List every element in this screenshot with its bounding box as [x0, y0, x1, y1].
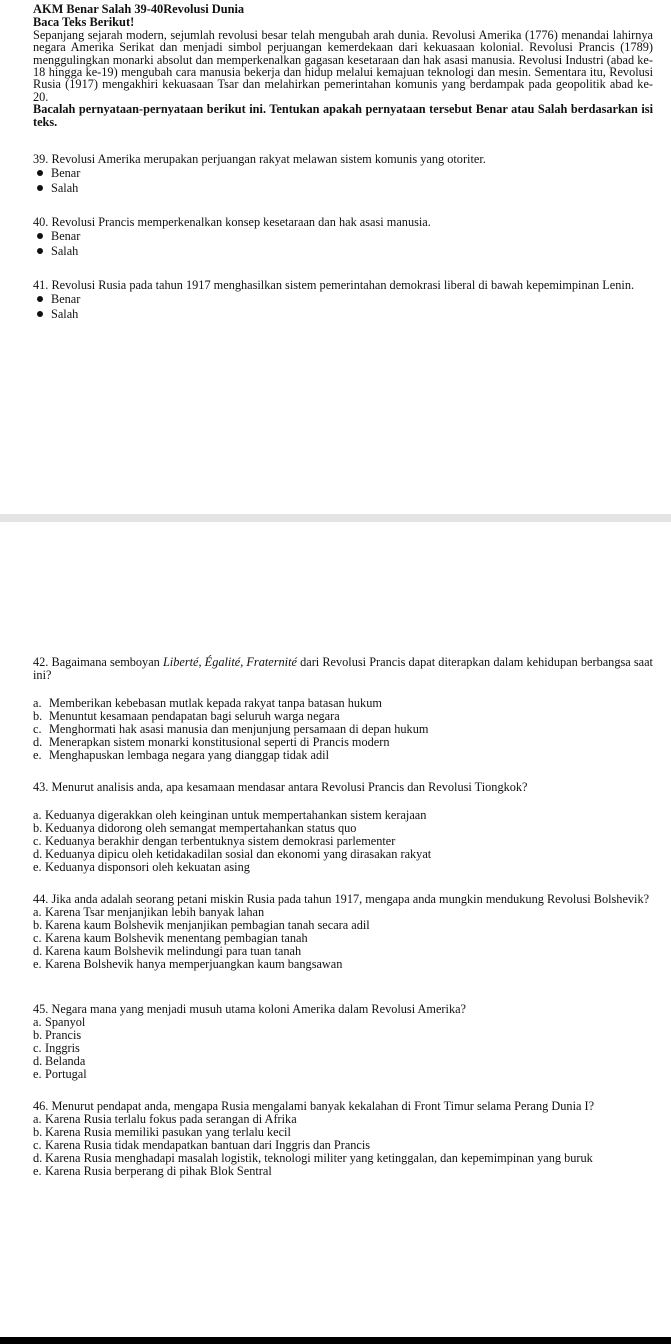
- option-letter: a.: [33, 1112, 42, 1126]
- question-text: 46. Menurut pendapat anda, mengapa Rusia mengalami banyak kekalahan di Front Timur selama Perang Dunia I?: [33, 1099, 595, 1113]
- option-letter: d.: [33, 1151, 43, 1165]
- question-text: 44. Jika anda adalah seorang petani miskin Rusia pada tahun 1917, mengapa anda mungkin mendukung Revolusi Bolshevik?: [33, 892, 650, 906]
- option-letter: e.: [33, 1164, 42, 1178]
- question-39: [33, 153, 653, 196]
- option-label: Benar: [51, 292, 81, 307]
- option-label: Salah: [51, 181, 79, 196]
- answer-options: [33, 292, 653, 322]
- answer-options: [33, 1113, 653, 1178]
- option-text: Karena Rusia terlalu fokus pada serangan di Afrika: [45, 1112, 297, 1126]
- question-text: [33, 656, 653, 682]
- option-letter: a.: [33, 808, 42, 822]
- bullet-icon: [37, 248, 43, 254]
- option-letter: d.: [33, 944, 43, 958]
- bullet-icon: [37, 170, 43, 176]
- option-letter: b.: [33, 709, 43, 723]
- answer-options: [33, 1016, 653, 1081]
- option-letter: e.: [33, 748, 42, 762]
- question-44: [33, 893, 653, 971]
- option-e[interactable]: [33, 1068, 653, 1081]
- option-salah[interactable]: [33, 181, 653, 196]
- motto-text: Liberté, Égalité, Fraternité: [162, 655, 297, 669]
- option-text: Keduanya berakhir dengan terbentuknya sistem demokrasi parlementer: [45, 834, 396, 848]
- option-text: Portugal: [45, 1067, 87, 1081]
- document-page-1: [0, 0, 671, 514]
- option-text: Karena Rusia berperang di pihak Blok Sentral: [45, 1164, 272, 1178]
- option-letter: a.: [33, 905, 42, 919]
- option-text: Karena Rusia tidak mendapatkan bantuan dari Inggris dan Prancis: [45, 1138, 371, 1152]
- option-salah[interactable]: [33, 307, 653, 322]
- option-benar[interactable]: [33, 292, 653, 307]
- option-letter: d.: [33, 847, 43, 861]
- option-text: Prancis: [45, 1028, 82, 1042]
- option-benar[interactable]: [33, 166, 653, 181]
- question-45: [33, 1003, 653, 1081]
- option-e[interactable]: [33, 1165, 653, 1178]
- option-e[interactable]: [33, 749, 653, 762]
- option-text: Menghapuskan lembaga negara yang dianggap tidak adil: [49, 748, 330, 762]
- option-d[interactable]: [33, 1055, 653, 1068]
- question-46: [33, 1100, 653, 1178]
- option-text: Memberikan kebebasan mutlak kepada rakyat tanpa batasan hukum: [49, 696, 382, 710]
- option-e[interactable]: [33, 861, 653, 874]
- option-letter: e.: [33, 957, 42, 971]
- bullet-icon: [37, 233, 43, 239]
- page-separator: [0, 514, 671, 522]
- question-text: 40. Revolusi Prancis memperkenalkan konsep kesetaraan dan hak asasi manusia.: [33, 215, 431, 230]
- page-2-content: [33, 656, 653, 1178]
- option-letter: c.: [33, 1138, 42, 1152]
- option-letter: c.: [33, 834, 42, 848]
- question-text: 45. Negara mana yang menjadi musuh utama koloni Amerika dalam Revolusi Amerika?: [33, 1002, 467, 1016]
- option-letter: c.: [33, 931, 42, 945]
- option-label: Salah: [51, 307, 79, 322]
- page-1-content: [33, 3, 653, 322]
- option-text: Inggris: [45, 1041, 80, 1055]
- question-41: [33, 279, 653, 322]
- option-text: Menuntut kesamaan pendapatan bagi seluruh warga negara: [49, 709, 340, 723]
- option-letter: e.: [33, 860, 42, 874]
- option-text: Karena Bolshevik hanya memperjuangkan kaum bangsawan: [45, 957, 343, 971]
- question-42: [33, 656, 653, 762]
- option-text: Karena kaum Bolshevik menentang pembagian tanah: [45, 931, 308, 945]
- question-43: [33, 781, 653, 874]
- option-label: Salah: [51, 244, 79, 259]
- option-text: Karena kaum Bolshevik melindungi para tuan tanah: [45, 944, 302, 958]
- option-letter: a.: [33, 696, 42, 710]
- option-text: Keduanya digerakkan oleh keinginan untuk mempertahankan sistem kerajaan: [45, 808, 427, 822]
- option-letter: d.: [33, 735, 43, 749]
- reading-instruction: Baca Teks Berikut!: [33, 15, 135, 29]
- question-text: 43. Menurut analisis anda, apa kesamaan mendasar antara Revolusi Prancis dan Revolusi Tiongkok?: [33, 780, 528, 794]
- option-e[interactable]: [33, 958, 653, 971]
- option-letter: b.: [33, 1028, 43, 1042]
- question-text: 39. Revolusi Amerika merupakan perjuangan rakyat melawan sistem komunis yang otoriter.: [33, 152, 486, 167]
- option-benar[interactable]: [33, 229, 653, 244]
- option-letter: e.: [33, 1067, 42, 1081]
- option-text: Keduanya didorong oleh semangat mempertahankan status quo: [45, 821, 357, 835]
- option-letter: b.: [33, 821, 43, 835]
- bottom-edge-bar: [0, 1337, 671, 1344]
- option-text: Keduanya dipicu oleh ketidakadilan sosial dan ekonomi yang dirasakan rakyat: [45, 847, 432, 861]
- option-letter: c.: [33, 722, 42, 736]
- question-prefix: 42. Bagaimana semboyan: [33, 655, 163, 669]
- option-label: Benar: [51, 166, 81, 181]
- question-suffix: dari Revolusi Prancis dapat diterapkan dalam kehidupan berbangsa saat ini?: [33, 655, 653, 682]
- reading-passage: Sepanjang sejarah modern, sejumlah revolusi besar telah mengubah arah dunia. Revolusi Amerika (1776) menandai lahirnya negara Amerika Serikat dan menjadi simbol perjuangan kemerdekaan dari kekuasaan kolonial. Revolusi Prancis (1789) menggulingkan monarki absolut dan memperkenalkan gagasan kesetaraan dan hak asasi manusia. Revolusi Industri (abad ke-18 hingga ke-19) mengubah cara manusia bekerja dan hidup melalui kemajuan teknologi dan mesin. Sementara itu, Revolusi Rusia (1917) mengakhiri kekuasaan Tsar dan melahirkan pemerintahan komunis yang berdampak pada geopolitik abad ke-20.: [33, 28, 653, 104]
- option-label: Benar: [51, 229, 81, 244]
- option-letter: b.: [33, 1125, 43, 1139]
- document-title: AKM Benar Salah 39-40Revolusi Dunia: [33, 2, 245, 16]
- option-letter: c.: [33, 1041, 42, 1055]
- option-b[interactable]: [33, 1029, 653, 1042]
- document-page-2: [0, 522, 671, 1337]
- option-text: Menghormati hak asasi manusia dan menjunjung persamaan di depan hukum: [49, 722, 429, 736]
- option-salah[interactable]: [33, 244, 653, 259]
- question-text: 41. Revolusi Rusia pada tahun 1917 menghasilkan sistem pemerintahan demokrasi liberal di bawah kepemimpinan Lenin.: [33, 278, 635, 293]
- option-text: Karena kaum Bolshevik menjanjikan pembagian tanah secara adil: [45, 918, 370, 932]
- question-40: [33, 216, 653, 259]
- true-false-instruction: Bacalah pernyataan-pernyataan berikut ini. Tentukan apakah pernyataan tersebut Benar atau Salah berdasarkan isi teks.: [33, 102, 653, 130]
- option-text: Belanda: [45, 1054, 86, 1068]
- answer-options: [33, 229, 653, 259]
- bullet-icon: [37, 311, 43, 317]
- bullet-icon: [37, 185, 43, 191]
- option-text: Karena Rusia menghadapi masalah logistik, teknologi militer yang ketinggalan, dan kepemimpinan yang buruk: [45, 1151, 593, 1165]
- answer-options: [33, 166, 653, 196]
- answer-options: [33, 906, 653, 971]
- option-text: Karena Rusia memiliki pasukan yang terlalu kecil: [45, 1125, 291, 1139]
- answer-options: [33, 697, 653, 762]
- option-c[interactable]: [33, 1042, 653, 1055]
- option-text: Menerapkan sistem monarki konstitusional seperti di Prancis modern: [49, 735, 390, 749]
- answer-options: [33, 809, 653, 874]
- option-letter: a.: [33, 1015, 42, 1029]
- option-text: Keduanya disponsori oleh kekuatan asing: [45, 860, 250, 874]
- option-letter: d.: [33, 1054, 43, 1068]
- option-text: Karena Tsar menjanjikan lebih banyak lahan: [45, 905, 265, 919]
- option-a[interactable]: [33, 1016, 653, 1029]
- option-text: Spanyol: [45, 1015, 86, 1029]
- option-letter: b.: [33, 918, 43, 932]
- bullet-icon: [37, 296, 43, 302]
